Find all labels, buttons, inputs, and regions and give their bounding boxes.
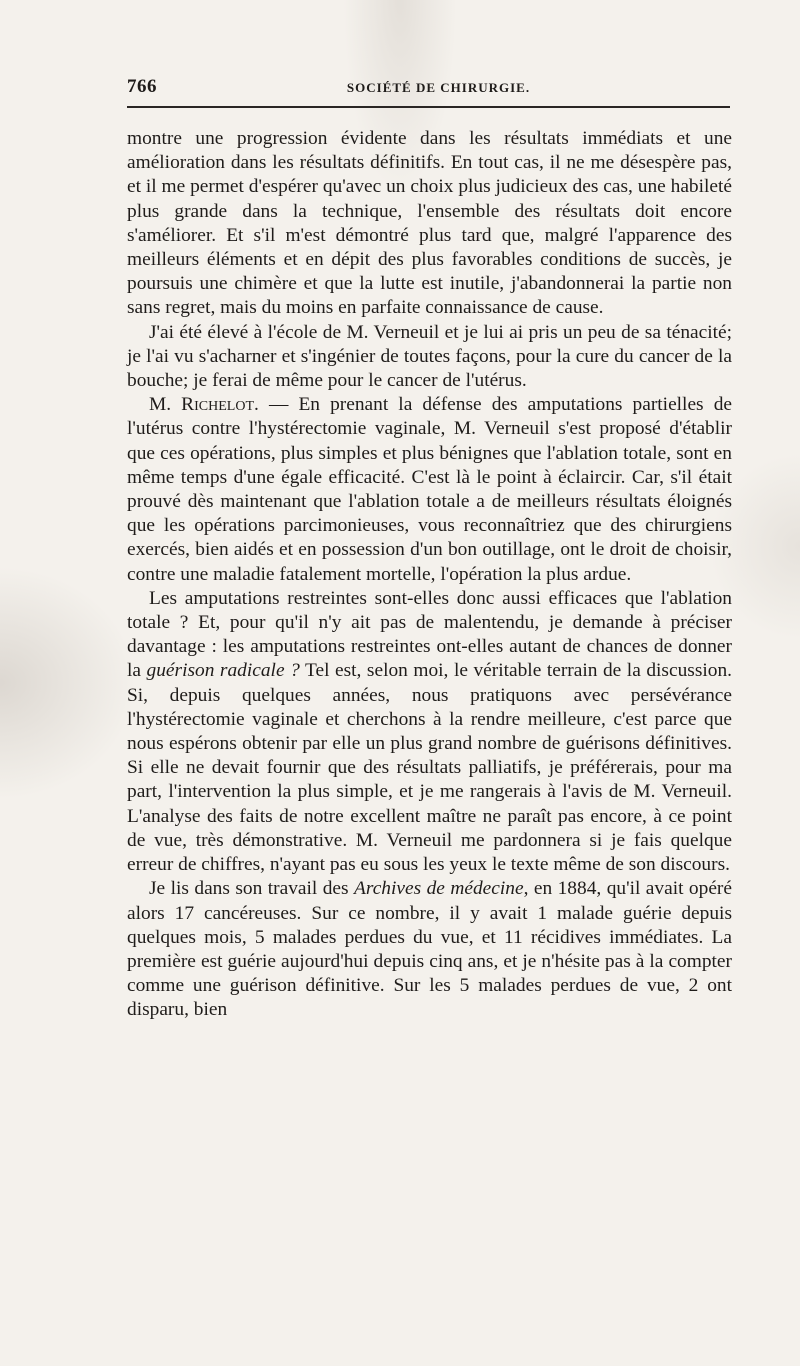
paragraph: [127, 587, 732, 877]
italic-title: Archives de médecine: [354, 878, 524, 900]
paragraph-text: Les amputations restreintes sont-elles donc aussi efficaces que l'ablation totale ? Et, pour qu'il n'y ait pas de malentendu, je demande à préciser davantage : les amputations restreintes ont-elles autant de chances de donner la: [127, 587, 732, 682]
paragraph: [127, 393, 732, 587]
paragraph-text: J'ai été élevé à l'école de M. Verneuil et je lui ai pris un peu de sa ténacité; je l'ai vu s'acharner et s'ingénier de toutes façons, pour la cure du cancer de la bouche; je ferai de même pour le cancer de l'utérus.: [127, 321, 732, 392]
paragraph: [127, 877, 732, 1022]
paragraph-text: Je lis dans son travail des: [149, 878, 355, 900]
paragraph-continuation: [127, 127, 732, 321]
paragraph-text: , en 1884, qu'il avait opéré alors 17 cancéreuses. Sur ce nombre, il y avait 1 malade guérie depuis quelques mois, 5 malades perdues du vue, et 11 récidives immédiates. La première est guérie aujourd'hui depuis cinq ans, et je n'hésite pas à la compter comme une guérison définitive. Sur les 5 malades perdues de vue, 2 ont disparu, bien: [127, 878, 732, 1021]
body-text: [127, 127, 732, 1023]
running-head: [127, 74, 730, 100]
speaker-name: M. Richelot.: [149, 394, 259, 416]
header-rule: [127, 106, 730, 108]
page-number: 766: [127, 76, 157, 97]
paragraph: [127, 321, 732, 394]
running-title: SOCIÉTÉ DE CHIRURGIE.: [346, 80, 531, 95]
paragraph-text: — En prenant la défense des amputations partielles de l'utérus contre l'hystérectomie vaginale, M. Verneuil s'est proposé d'établir que ces opérations, plus simples et plus bénignes que l'ablation totale, sont en même temps d'une égale efficacité. C'est là le point à éclaircir. Car, s'il était prouvé dès maintenant que l'ablation totale a de meilleurs résultats éloignés que les opérations parcimonieuses, vous reconnaîtriez que des chirurgiens exercés, bien aidés et en possession d'un bon outillage, ont le droit de choisir, contre une maladie fatalement mortelle, l'opération la plus ardue.: [127, 394, 732, 585]
paragraph-text: montre une progression évidente dans les résultats immédiats et une amélioration dans les résultats définitifs. En tout cas, il ne me désespère pas, et il me permet d'espérer qu'avec un choix plus judicieux des cas, une habileté plus grande dans la technique, l'ensemble des résultats doit encore s'améliorer. Et s'il m'est démontré plus tard que, malgré l'apparence des meilleurs éléments et en dépit des plus favorables conditions de succès, je poursuis une chimère et que la lutte est inutile, j'abandonnerai la partie non sans regret, mais du moins en parfaite connaissance de cause.: [127, 128, 732, 319]
italic-phrase: guérison radicale ?: [146, 660, 300, 682]
paragraph-text: Tel est, selon moi, le véritable terrain de la discussion. Si, depuis quelques années, nous pratiquons avec persévérance l'hystérectomie vaginale et cherchons à la rendre meilleure, c'est parce que nous espérons obtenir par elle un plus grand nombre de guérisons définitives. Si elle ne devait fournir que des résultats palliatifs, je préférerais, pour ma part, l'intervention la plus simple, et je me rangerais à l'avis de M. Verneuil. L'analyse des faits de notre excellent maître ne paraît pas encore, à ce point de vue, très démonstrative. M. Verneuil me pardonnera si je fais quelque erreur de chiffres, n'ayant pas eu sous les yeux le texte même de son discours.: [127, 660, 732, 876]
